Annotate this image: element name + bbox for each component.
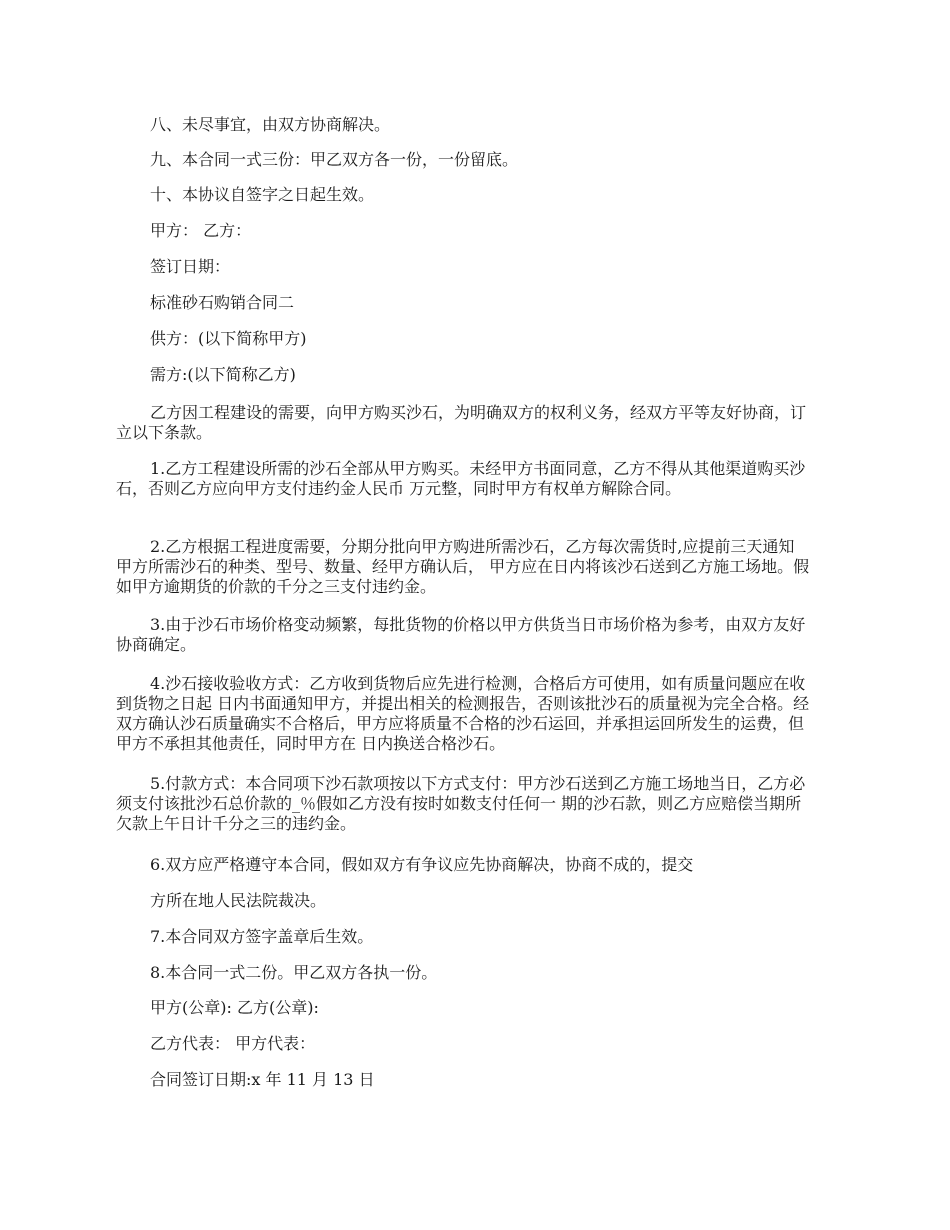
buyer-line: 需方:(以下简称乙方) bbox=[150, 365, 296, 384]
clause-9: 九、本合同一式三份：甲乙双方各一份，一份留底。 bbox=[150, 150, 519, 169]
preamble-paragraph: 乙方因工程建设的需要，向甲方购买沙石，为明确双方的权利义务，经双方平等友好协商，订立以下条款。 bbox=[116, 403, 807, 442]
party-signature-line: 甲方： 乙方： bbox=[150, 221, 252, 240]
seal-signature-line: 甲方(公章): 乙方(公章): bbox=[150, 998, 319, 1017]
term-3-paragraph: 3.由于沙石市场价格变动频繁，每批货物的价格以甲方供货当日市场价格为参考，由双方友好协商确定。 bbox=[116, 615, 806, 654]
contract-date-line: 合同签订日期:x 年 11 月 13 日 bbox=[150, 1070, 375, 1089]
term-4-paragraph: 4.沙石接收验收方式：乙方收到货物后应先进行检测，合格后方可使用，如有质量问题应在收到货物之日起 日内书面通知甲方，并提出相关的检测报告，否则该批沙石的质量视为完全合格。经双方确认沙石质量确实不合格后，甲方应将质量不合格的沙石运回，并承担运回所发生的运费，但甲方不承担其他责任，同时甲方在 日内换送合格沙石。 bbox=[116, 674, 810, 753]
term-2-paragraph: 2.乙方根据工程进度需要，分期分批向甲方购进所需沙石，乙方每次需货时,应提前三天通知甲方所需沙石的种类、型号、数量、经甲方确认后， 甲方应在日内将该沙石送到乙方施工场地。假如甲方逾期货的价款的千分之三支付违约金。 bbox=[116, 537, 810, 596]
term-7-line: 7.本合同双方签字盖章后生效。 bbox=[150, 927, 374, 946]
contract-two-title: 标准砂石购销合同二 bbox=[150, 293, 295, 312]
term-6-continuation: 方所在地人民法院裁决。 bbox=[150, 891, 327, 910]
supplier-line: 供方：(以下简称甲方) bbox=[150, 329, 307, 348]
signing-date-line: 签订日期： bbox=[150, 257, 231, 276]
representative-line: 乙方代表： 甲方代表： bbox=[150, 1034, 316, 1053]
term-5-paragraph: 5.付款方式：本合同项下沙石款项按以下方式支付：甲方沙石送到乙方施工场地当日，乙方必须支付该批沙石总价款的_％假如乙方没有按时如数支付任何一 期的沙石款，则乙方应赔偿当期所欠款上午日计千分之三的违约金。 bbox=[116, 774, 806, 833]
term-8-line: 8.本合同一式二份。甲乙双方各执一份。 bbox=[150, 963, 438, 982]
clause-8: 八、未尽事宜，由双方协商解决。 bbox=[150, 115, 391, 134]
clause-10: 十、本协议自签字之日起生效。 bbox=[150, 185, 375, 204]
term-6-line: 6.双方应严格遵守本合同，假如双方有争议应先协商解决，协商不成的，提交 bbox=[150, 855, 694, 874]
term-1-paragraph: 1.乙方工程建设所需的沙石全部从甲方购买。未经甲方书面同意，乙方不得从其他渠道购买沙石，否则乙方应向甲方支付违约金人民币 万元整，同时甲方有权单方解除合同。 bbox=[116, 459, 806, 498]
